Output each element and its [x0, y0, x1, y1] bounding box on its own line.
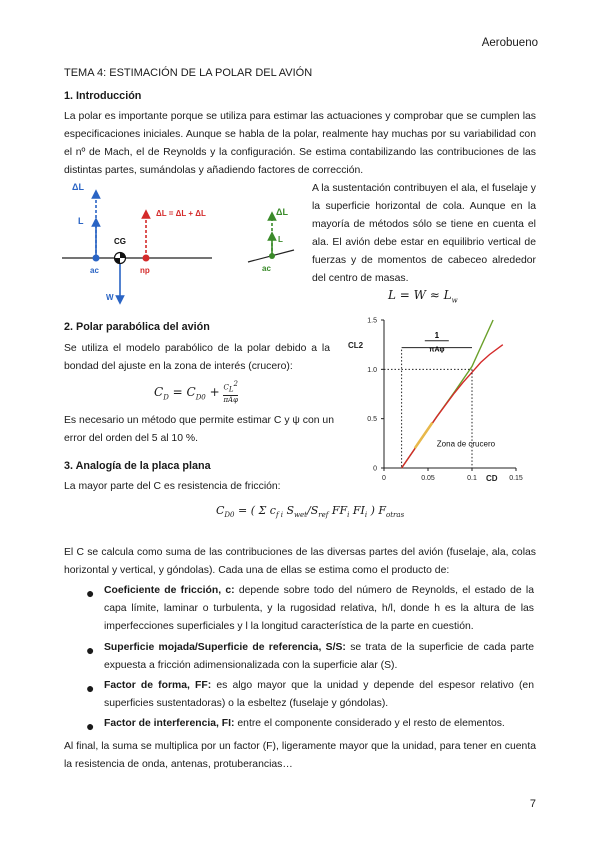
bullet-term: Coeficiente de fricción, c: — [104, 585, 235, 596]
heading-intro: 1. Introducción — [64, 90, 142, 102]
label-w: W — [106, 293, 114, 302]
label-lh: L — [278, 235, 283, 244]
bullet-desc: entre el componente considerado y el resto de elementos. — [237, 718, 505, 729]
bullet-dot: ● — [86, 642, 95, 658]
cruise-zone-highlight — [415, 423, 433, 449]
bullet-dot: ● — [86, 585, 95, 601]
x-axis-label: CD — [486, 474, 498, 483]
label-ach: ac — [262, 264, 271, 273]
bullet-dot: ● — [86, 680, 95, 696]
intro-text: La polar es importante porque se utiliza para estimar las actuaciones y comprobar que se cumplen las especificaciones iniciales. Aunque se habla de la polar, realmente hay muchas por su variabilidad con el nº de Mach, el de Reynolds y la configuración. Se estima contabilizando las contribuciones de las distintas partes, sumándolas y añadiendo factores de corrección. — [64, 111, 536, 176]
page-number: 7 — [529, 798, 536, 810]
y-tick-label: 1.5 — [367, 317, 377, 325]
label-lw: L — [78, 216, 84, 226]
x-tick-label: 0.05 — [421, 475, 435, 482]
header-brand: Aerobueno — [481, 37, 538, 49]
polar-chart — [340, 310, 540, 488]
page-title: TEMA 4: ESTIMACIÓN DE LA POLAR DEL AVIÓN — [64, 67, 313, 79]
label-cg: CG — [114, 237, 126, 246]
polar-formula: $C_D = C_{D0}$ + $C_L^2$ πAφ — [154, 380, 239, 404]
bullet-dot: ● — [86, 718, 95, 734]
label-acw: ac — [90, 266, 99, 275]
heading-polar: 2. Polar parabólica del avión — [64, 321, 210, 333]
label-dlw: ΔL — [72, 182, 84, 192]
flat-plate-text1: La mayor parte del C es resistencia de fricción: — [64, 481, 281, 492]
label-dlh: ΔL — [276, 207, 288, 217]
force-diagram — [62, 178, 302, 310]
slope-denominator: πAφ — [429, 346, 445, 354]
cruise-zone-label: Zona de crucero — [436, 439, 496, 449]
bullet-desc: es algo mayor que la unidad y depende del espesor relativo (en superficies sustentadoras) o la esbeltez (fuselaje y góndolas). — [104, 680, 534, 709]
polar-text: Se utiliza el modelo parabólico de la polar debido a la bondad del ajuste en la zona de interés (crucero): — [64, 343, 330, 372]
flat-plate-closing: Al final, la suma se multiplica por un factor (F), ligeramente mayor que la unidad, para tener en cuenta la resistencia de onda, antenas, protuberancias… — [64, 741, 536, 770]
x-tick-label: 0.1 — [467, 475, 477, 482]
ac-wing-point — [93, 255, 100, 262]
flat-plate-text2: El C se calcula como suma de las contribuciones de las diversas partes del avión (fuselaje, ala, colas horizontal y vertical, y góndolas). Cada una de ellas se estima como el producto de: — [64, 547, 536, 576]
cd0-formula: $C_{D0}$ = ( Σ $c_{f i}$ $S_{wet}/S_{ref}$ $FF_i$ $FI_i$ ) $F_{otras}$ — [216, 504, 405, 520]
y-tick-label: 0 — [373, 465, 377, 473]
slope-numerator: 1 — [434, 330, 440, 340]
bullet-desc: depende sobre todo del número de Reynolds, el estado de la capa límite, laminar o turbulenta, y la rugosidad relativa, h/l, donde h es la altura de las imperfecciones superficiales y l la longitud característica de la parte en cuestión. — [104, 585, 535, 632]
bullet-item — [104, 677, 534, 713]
bullet-term: Superficie mojada/Superficie de referencia, S/S: — [104, 642, 346, 653]
series-real — [402, 345, 503, 468]
bullet-term: Factor de interferencia, FI: — [104, 718, 235, 729]
y-tick-label: 1.0 — [367, 366, 377, 374]
bullet-item — [104, 715, 534, 733]
bullet-desc: se trata de la superficie de cada parte expuesta a fricción adimensionalizada con la superficie alar (S). — [104, 642, 534, 671]
label-np: np — [140, 266, 150, 275]
intro-side-text: A la sustentación contribuyen el ala, el fuselaje y la superficie horizontal de cola. Aunque en la mayoría de métodos sólo se tiene en cuenta el ala. El avión debe estar en equilibrio vertical de fuerzas y de momentos de cabeceo alrededor del centro de masas. — [312, 183, 536, 284]
np-point — [143, 255, 150, 262]
bullet-term: Factor de forma, FF: — [104, 680, 212, 691]
label-dl-sum: ΔL = ΔL + ΔL — [156, 209, 206, 218]
x-tick-label: 0.15 — [509, 475, 523, 482]
x-tick-label: 0 — [382, 475, 386, 482]
polar-note: Es necesario un método que permite estimar C y ψ con un error del orden del 5 al 10 %. — [64, 415, 334, 444]
bullet-item — [104, 639, 534, 675]
y-tick-label: 0.5 — [367, 416, 377, 424]
equilibrium-equation: $L = W \approx L_w$ — [388, 288, 458, 305]
bullet-item — [104, 582, 534, 636]
y-axis-label: CL2 — [348, 341, 364, 350]
ac-tail-point — [269, 253, 275, 259]
heading-flat-plate: 3. Analogía de la placa plana — [64, 460, 211, 472]
